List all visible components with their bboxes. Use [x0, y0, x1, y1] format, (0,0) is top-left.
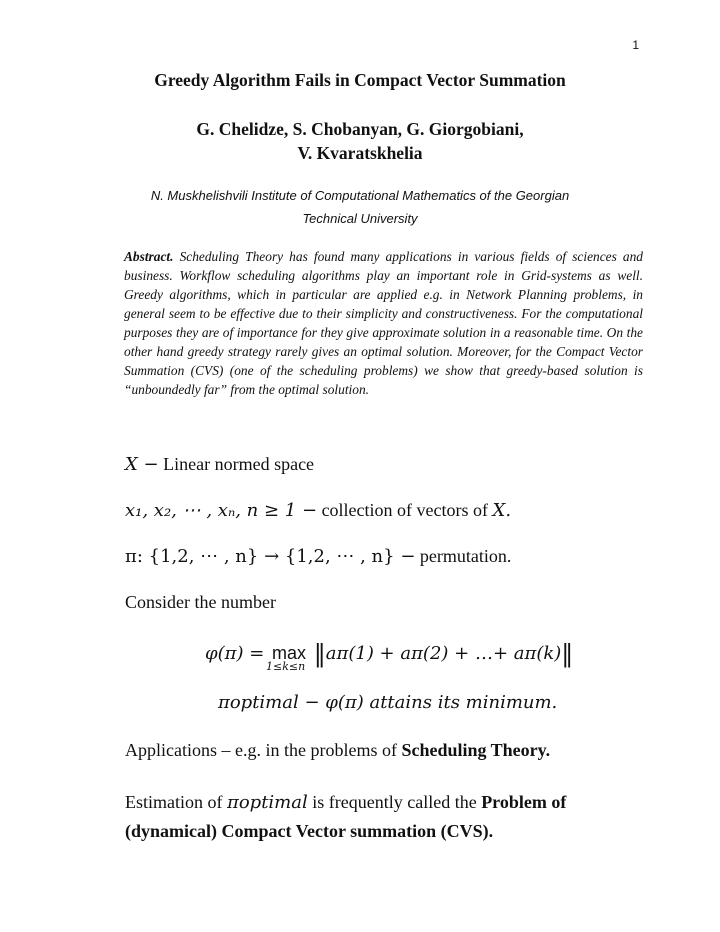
abstract-label: Abstract. [124, 249, 174, 264]
authors-line-2: V. Kvaratskhelia [297, 143, 423, 163]
applications-line [125, 740, 550, 761]
permutation-math: π: {1,2, ⋯ , n} → {1,2, ⋯ , n} − [125, 546, 416, 567]
definition-space [125, 454, 314, 475]
space-variable: X − [125, 454, 159, 475]
abstract [124, 247, 643, 399]
affiliation-line-1: N. Muskhelishvili Institute of Computational Mathematics of the Georgian [150, 188, 570, 203]
vectors-space-variable: X. [492, 500, 512, 521]
applications-text: Applications – e.g. in the problems of [125, 740, 397, 760]
authors [0, 117, 720, 165]
page-number: 1 [632, 38, 639, 52]
space-description: Linear normed space [163, 454, 315, 474]
abstract-text: Scheduling Theory has found many applications in various fields of sciences and business. Workflow scheduling algorithms play an important role in Grid-systems as well. Greedy algorithms, which in particular are applied e.g. in Network Planning problems, in general seem to be effective due to their simplicity and constructiveness. For the computational purposes they are of importance for they give approximate solution in a reasonable time. On the other hand greedy strategy rarely gives an optimal solution. Moreover, for the Compact Vector Summation (CVS) (one of the scheduling problems) we show that greedy-based solution is “unboundedly far” from the optimal solution. [124, 249, 643, 397]
norm-open: ‖ [313, 640, 326, 668]
formula-phi [205, 640, 574, 673]
formula-optimal: πoptimal − φ(π) attains its minimum. [218, 692, 558, 713]
consider-text: Consider the number [125, 592, 276, 612]
estimation-bold: Problem of (dynamical) Compact Vector summation (CVS). [125, 792, 567, 841]
formula-max-label: max [272, 643, 307, 663]
affiliation-line-2: Technical University [302, 211, 418, 226]
norm-close: ‖ [561, 640, 574, 668]
vectors-description: collection of vectors of [321, 500, 489, 520]
authors-line-1: G. Chelidze, S. Chobanyan, G. Giorgobiani, [196, 119, 524, 139]
vectors-math: x₁, x₂, ⋯ , xₙ, n ≥ 1 − [125, 500, 318, 521]
affiliation [0, 184, 720, 230]
definition-vectors [125, 500, 511, 521]
paper-title: Greedy Algorithm Fails in Compact Vector Summation [154, 70, 566, 90]
formula-phi-lhs: φ(π) = [205, 643, 265, 664]
estimation-paragraph [125, 788, 625, 846]
formula-max [266, 643, 307, 673]
permutation-description: permutation. [419, 546, 512, 566]
formula-max-subscript: 1≤k≤n [266, 660, 306, 673]
formula-phi-terms: aπ(1) + aπ(2) + …+ aπ(k) [325, 643, 562, 664]
definition-permutation [125, 546, 511, 567]
estimation-text-1: Estimation of [125, 792, 223, 812]
applications-bold: Scheduling Theory. [401, 740, 551, 760]
estimation-variable: πoptimal [227, 792, 308, 813]
estimation-text-2: is frequently called the [312, 792, 477, 812]
